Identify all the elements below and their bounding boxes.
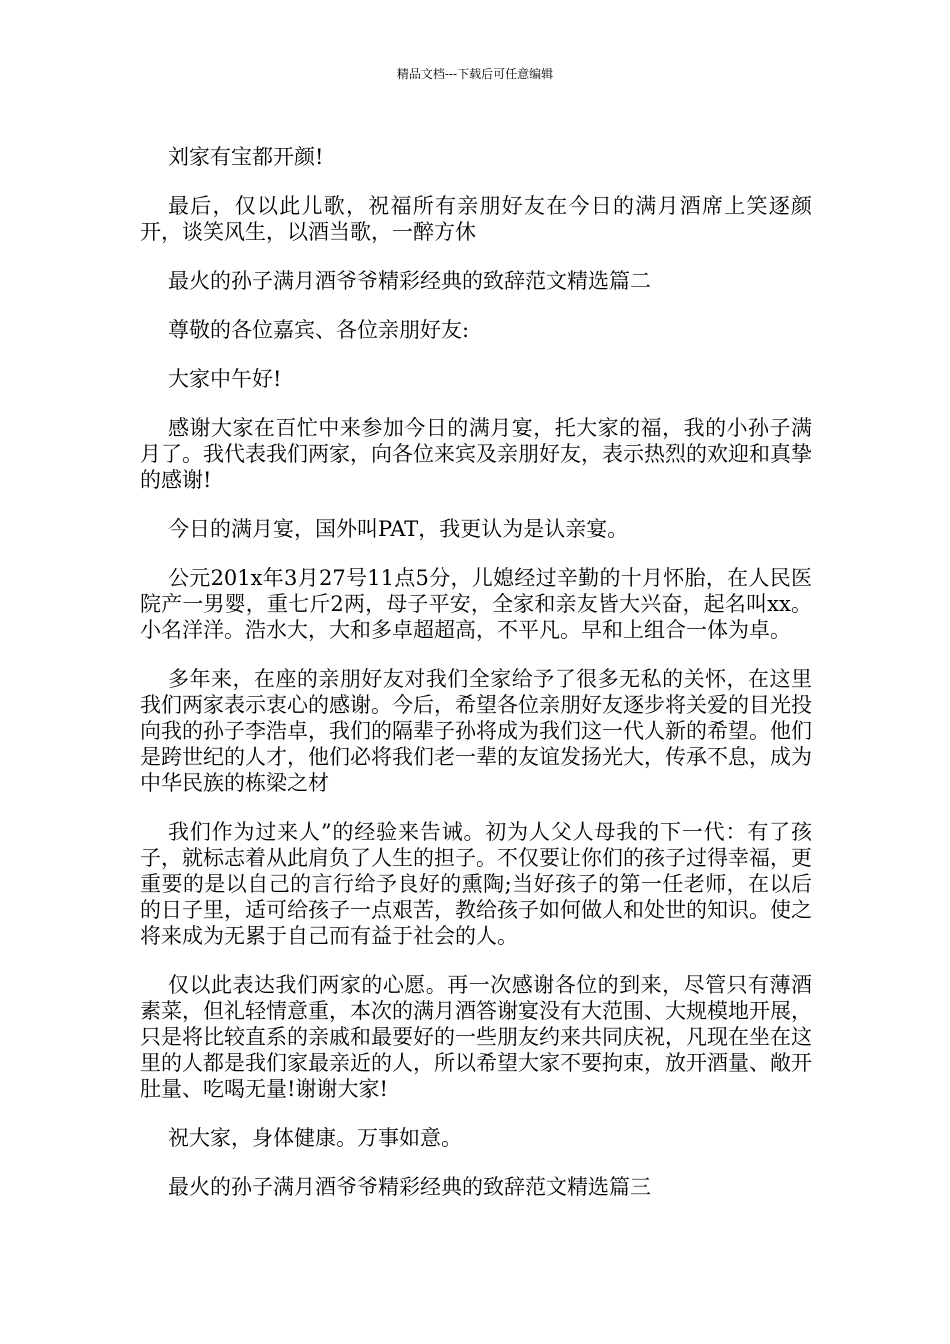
paragraph-banquet-name: 今日的满月宴，国外叫PAT，我更认为是认亲宴。 <box>168 517 629 541</box>
paragraph-birth-details: 公元201x年3月27号11点5分，儿媳经过辛勤的十月怀胎，在人民医院产一男婴，重七斤2两，母子平安，全家和亲友皆大兴奋，起名叫xx。小名洋洋。浩水大，大和多卓超超高，不平凡。早和上组合一体为卓。 <box>140 566 812 642</box>
section-heading-part-three: 最火的孙子满月酒爷爷精彩经典的致辞范文精选篇三 <box>168 1175 651 1199</box>
paragraph-wishes: 仅以此表达我们两家的心愿。再一次感谢各位的到来，尽管只有薄酒素菜，但礼轻情意重，本次的满月酒答谢宴没有大范围、大规模地开展，只是将比较直系的亲戚和最要好的一些朋友约来共同庆祝，凡现在坐在这里的人都是我们家最亲近的人，所以希望大家不要拘束，放开酒量、敞开肚量、吃喝无量!谢谢大家! <box>140 973 812 1101</box>
paragraph-gratitude-hopes: 多年来，在座的亲朋好友对我们全家给予了很多无私的关怀，在这里我们两家表示衷心的感谢。今后，希望各位亲朋好友逐步将关爱的目光投向我的孙子李浩卓，我们的隔辈子孙将成为我们这一代人新的希望。他们是跨世纪的人才，他们必将我们老一辈的友谊发扬光大，传承不息，成为中华民族的栋梁之材 <box>140 667 812 795</box>
paragraph-advice: 我们作为过来人”的经验来告诫。初为人父人母我的下一代：有了孩子，就标志着从此肩负了人生的担子。不仅要让你们的孩子过得幸福，更重要的是以自己的言行给予良好的熏陶;当好孩子的第一任老师，在以后的日子里，适可给孩子一点艰苦，教给孩子如何做人和处世的知识。使之将来成为无累于自己而有益于社会的人。 <box>140 820 812 948</box>
page-header: 精品文档---下载后可任意编辑 <box>396 67 554 81</box>
paragraph-closing-line: 刘家有宝都开颜! <box>168 145 324 169</box>
document-body <box>140 144 812 1200</box>
section-heading-part-two: 最火的孙子满月酒爷爷精彩经典的致辞范文精选篇二 <box>168 269 651 293</box>
paragraph-greeting: 大家中午好! <box>168 367 282 391</box>
paragraph-salutation: 尊敬的各位嘉宾、各位亲朋好友: <box>168 318 470 342</box>
paragraph-thanks: 感谢大家在百忙中来参加今日的满月宴，托大家的福，我的小孙子满月了。我代表我们两家，向各位来宾及亲朋好友，表示热烈的欢迎和真挚的感谢! <box>140 416 812 492</box>
paragraph-toast: 祝大家，身体健康。万事如意。 <box>168 1126 462 1150</box>
paragraph-final-blessing: 最后，仅以此儿歌，祝福所有亲朋好友在今日的满月酒席上笑逐颜开，谈笑风生，以酒当歌，一醉方休 <box>140 194 812 244</box>
